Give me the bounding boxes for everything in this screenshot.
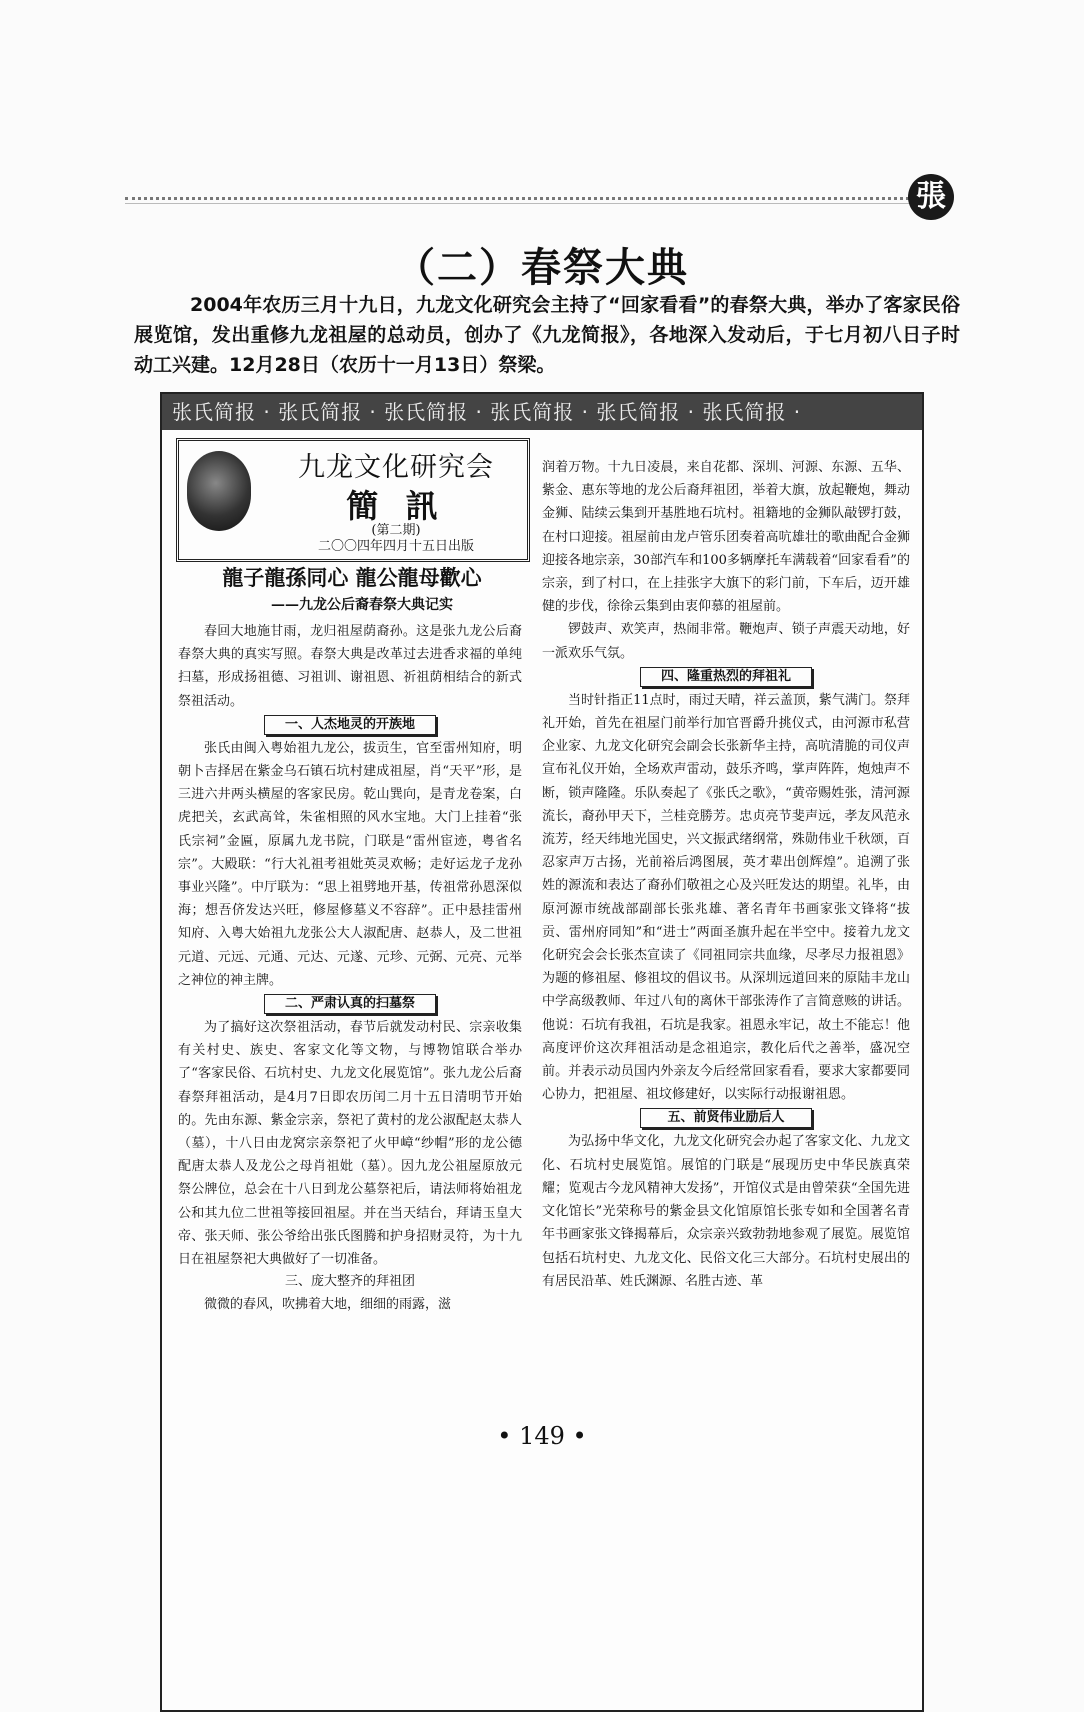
section-heading-1: 一、人杰地灵的开族地 — [264, 715, 436, 735]
zhang-seal-icon: 張 — [908, 174, 954, 220]
page-title: （二）春祭大典 — [395, 245, 689, 291]
right-column — [542, 456, 910, 1293]
masthead-issue: (第二期) — [371, 523, 421, 538]
dragon-emblem-icon — [187, 451, 251, 531]
paragraph: 润着万物。十九日凌晨，来自花都、深圳、河源、东源、五华、紫金、惠东等地的龙公后裔拜祖团，举着大旗，放起鞭炮，舞动金狮、陆续云集到开基胜地石坑村。祖籍地的金狮队敲锣打鼓，在村口迎接。祖屋前由龙卢管乐团奏着高吭雄壮的歌曲配合金狮迎接各地宗亲，30部汽车和100多辆摩托车满载着“回家看看”的宗亲，到了村口，在上挂张字大旗下的彩门前，下车后，迈开雄健的步伐，徐徐云集到由衷仰慕的祖屋前。 — [542, 460, 910, 615]
masthead-name: 簡 訊 — [346, 487, 446, 525]
paragraph: 当时针指正11点时，雨过天晴，祥云盖顶，紫气满门。祭拜礼开始，首先在祖屋门前举行加官晋爵升挑仪式，由河源市私营企业家、九龙文化研究会副会长张新华主持，高吭清脆的司仪声宣布礼仪开始，全场欢声雷动，鼓乐齐鸣，掌声阵阵，炮烛声不断，锁声隆隆。乐队奏起了《张氏之歌》，“黄帝赐姓张，清河源流长，裔孙甲天下，兰桂竞勝芳。忠贞亮节斐声远，孝友风范永流芳，经天纬地光国史，兴文振武绪纲常，殊勋伟业千秋颂，百忍家声万古扬，光前裕后鸿图展，英才辈出创辉煌”。追溯了张姓的源流和表达了裔孙们敬祖之心及兴旺发达的期望。礼毕，由原河源市统战部副部长张兆雄、著名青年书画家张文锋将“拔贡、雷州府同知”和“进士”两面圣旗升起在半空中。接着九龙文化研究会会长张杰宣读了《同祖同宗共血缘，尽孝尽力报祖恩》为题的修祖屋、修祖坟的倡议书。从深圳远道回来的原陆丰龙山中学高级教师、年过八旬的离休干部张涛作了言简意赅的讲话。他说：石坑有我祖，石坑是我家。祖恩永牢记，故土不能忘！他高度评价这次拜祖活动是念祖追宗，教化后代之善举，盛况空前。并表示动员国内外亲友今后经常回家看看，要求大家都要同心协力，把祖屋、祖坟修建好，以实际行动报谢祖恩。 — [542, 692, 910, 1103]
newsletter-clipping — [160, 392, 924, 1712]
section-heading-5: 五、前贤伟业励后人 — [640, 1108, 812, 1128]
intro-paragraph: 2004年农历三月十九日，九龙文化研究会主持了“回家看看”的春祭大典，举办了客家民俗展览馆，发出重修九龙祖屋的总动员，创办了《九龙简报》，各地深入发动后，于七月初八日子时动工兴建。12月28日（农历十一月13日）祭梁。 — [134, 294, 960, 376]
page-number: • 149 • — [497, 1422, 587, 1450]
paragraph: 春回大地施甘雨，龙归祖屋荫裔孙。这是张九龙公后裔春祭大典的真实写照。春祭大典是改革过去进香求福的单纯扫墓，形成扬祖德、习祖训、谢祖恩、祈祖荫相结合的新式祭祖活动。 — [178, 624, 522, 709]
article-headline: 龍子龍孫同心 龍公龍母歡心 — [222, 566, 482, 590]
left-column — [178, 620, 522, 1316]
paragraph: 为了搞好这次祭祖活动，春节后就发动村民、宗亲收集有关村史、族史、客家文化等文物，与博物馆联合举办了“客家民俗、石坑村史、九龙文化展览馆”。张九龙公后裔春祭拜祖活动，是4月7日即农历闰二月十五日清明节开始的。先由东源、紫金宗亲，祭祀了黄村的龙公淑配赵太恭人（墓），十八日由龙窝宗亲祭祀了火甲嶂“纱帽”形的龙公德配唐太恭人及龙公之母肖祖妣（墓）。因九龙公祖屋原放元祭公牌位，总会在十八日到龙公墓祭祀后，请法师将始祖龙公和其九位二世祖等接回祖屋。并在当天结台，拜请玉皇大帝、张天师、张公爷给出张氏图腾和护身招财灵符，为十九日在祖屋祭祀大典做好了一切准备。 — [178, 1020, 522, 1268]
section-heading-2: 二、严肃认真的扫墓祭 — [264, 994, 436, 1014]
masthead — [176, 438, 530, 562]
paragraph: 为弘扬中华文化，九龙文化研究会办起了客家文化、九龙文化、石坑村史展览馆。展馆的门联是“展现历史中华民族真荣耀；览观古今龙风精神大发扬”，开馆仪式是由曾荣获“全国先进文化馆长”光荣称号的紫金县文化馆原馆长张专如和全国著名青年书画家张文锋揭幕后，众宗亲兴致勃勃地参观了展览。展览馆包括石坑村史、九龙文化、民俗文化三大部分。石坑村史展出的有居民沿革、姓氏渊源、名胜古迹、革 — [542, 1134, 910, 1289]
section-heading-3: 三、庞大整齐的拜祖团 — [284, 1274, 415, 1290]
header-rule-thin — [125, 203, 915, 204]
section-heading-4: 四、隆重热烈的拜祖礼 — [640, 667, 812, 687]
paragraph: 张氏由闽入粤始祖九龙公，拔贡生，官至雷州知府，明朝卜吉择居在紫金乌石镇石坑村建成祖屋，肖“天平”形，是三进六井两头横屋的客家民房。乾山巽向，是青龙卷案，白虎把关，玄武高耸，朱雀相照的风水宝地。大门上挂着“张氏宗祠”金匾，原属九龙书院，门联是“雷州宦迹，粤省名宗”。大殿联：“行大礼祖考祖妣英灵欢畅；走好运龙子龙孙事业兴隆”。中厅联为：“思上祖劈地开基，传祖常孙恩深似海；想吾侪发达兴旺，修屋修墓义不容辞”。正中悬挂雷州知府、入粤大始祖九龙张公大人淑配唐、赵恭人，及二世祖元道、元远、元通、元达、元遂、元珍、元弼、元亮、元举之神位的神主牌。 — [178, 740, 522, 988]
banner-text: 张氏简报 · 张氏简报 · 张氏简报 · 张氏简报 · 张氏简报 · 张氏简报 · — [172, 400, 802, 424]
masthead-org: 九龙文化研究会 — [298, 452, 494, 483]
paragraph: 锣鼓声、欢笑声，热闹非常。鞭炮声、锁子声震天动地，好一派欢乐气氛。 — [542, 622, 910, 661]
header-rule — [125, 197, 915, 200]
article-subheadline: ——九龙公后裔春祭大典记实 — [271, 597, 453, 613]
paragraph: 微微的春风，吹拂着大地，细细的雨露，滋 — [204, 1297, 452, 1313]
masthead-date: 二〇〇四年四月十五日出版 — [317, 539, 474, 554]
newsletter-banner — [162, 394, 922, 430]
